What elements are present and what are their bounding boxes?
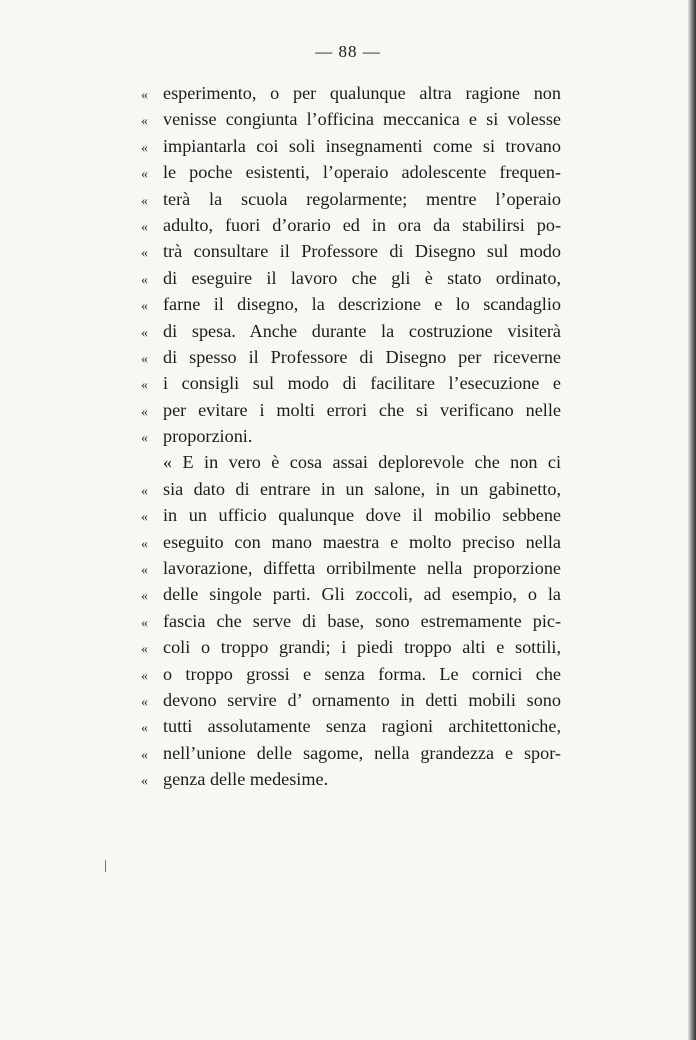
- text-line: [141, 581, 561, 607]
- line-text: esperimento, o per qualunque altra ragione non: [163, 83, 561, 103]
- line-text: in un ufficio qualunque dove il mobilio sebbene: [163, 505, 561, 526]
- text-line: [141, 186, 561, 212]
- line-text: coli o troppo grandi; i piedi troppo alti e sottili,: [163, 637, 561, 658]
- line-text: di spesa. Anche durante la costruzione visiterà: [163, 320, 561, 341]
- line-text: delle singole parti. Gli zoccoli, ad esempio, o la: [163, 584, 561, 605]
- guillemet-mark: «: [141, 299, 148, 315]
- text-line: [141, 397, 561, 423]
- guillemet-mark: «: [141, 510, 148, 526]
- text-line: [141, 370, 561, 396]
- text-line: [141, 318, 561, 344]
- guillemet-mark: «: [141, 378, 148, 394]
- text-line: [141, 766, 561, 792]
- guillemet-mark: «: [141, 431, 148, 447]
- text-line: [141, 159, 561, 185]
- text-line: [141, 529, 561, 555]
- guillemet-mark: «: [141, 721, 148, 737]
- text-line: [141, 634, 561, 660]
- guillemet-mark: «: [141, 668, 148, 684]
- line-text: genza delle medesime.: [163, 769, 329, 790]
- line-text: adulto, fuori d’orario ed in ora da stabilirsi po-: [163, 214, 561, 235]
- line-text: di eseguire il lavoro che gli è stato ordinato,: [163, 267, 561, 288]
- line-text: « E in vero è cosa assai deplorevole che non ci: [163, 452, 561, 473]
- page-number: — 88 —: [315, 42, 381, 61]
- line-text: trà consultare il Professore di Disegno sul modo: [163, 241, 561, 262]
- text-line: [141, 555, 561, 581]
- paper-speck: [105, 860, 106, 872]
- line-text: o troppo grossi e senza forma. Le cornici che: [163, 663, 561, 684]
- guillemet-mark: «: [141, 747, 148, 763]
- text-line: [141, 80, 561, 106]
- guillemet-mark: «: [141, 615, 148, 631]
- page-edge-shadow: [688, 0, 696, 1040]
- text-line: [141, 661, 561, 687]
- line-text: devono servire d’ ornamento in detti mobili sono: [163, 689, 561, 710]
- guillemet-mark: «: [141, 272, 148, 288]
- guillemet-mark: «: [141, 140, 148, 156]
- line-text: i consigli sul modo di facilitare l’esecuzione e: [163, 373, 561, 394]
- guillemet-mark: «: [141, 167, 148, 183]
- line-text: lavorazione, diffetta orribilmente nella proporzione: [163, 558, 561, 579]
- line-text: eseguito con mano maestra e molto preciso nella: [163, 531, 561, 552]
- line-text: nell’unione delle sagome, nella grandezza e spor-: [163, 742, 561, 763]
- guillemet-mark: «: [141, 483, 148, 499]
- text-line: [141, 265, 561, 291]
- text-line: [141, 713, 561, 739]
- line-text: sia dato di entrare in un salone, in un gabinetto,: [163, 478, 561, 499]
- guillemet-mark: «: [141, 694, 148, 710]
- guillemet-mark: «: [141, 219, 148, 235]
- line-text: farne il disegno, la descrizione e lo scandaglio: [163, 294, 561, 315]
- line-text: venisse congiunta l’officina meccanica e si volesse: [163, 109, 561, 130]
- text-line: [141, 608, 561, 634]
- text-line: [141, 212, 561, 238]
- line-text: fascia che serve di base, sono estremamente pic-: [163, 610, 561, 631]
- guillemet-mark: «: [141, 642, 148, 658]
- text-line: [141, 133, 561, 159]
- guillemet-mark: «: [141, 114, 148, 130]
- text-line: [141, 502, 561, 528]
- text-line: [141, 687, 561, 713]
- line-text: impiantarla coi soli insegnamenti come si trovano: [163, 135, 561, 156]
- text-line: [141, 476, 561, 502]
- line-text: di spesso il Professore di Disegno per riceverne: [163, 346, 561, 367]
- guillemet-mark: «: [141, 774, 148, 790]
- line-text: tutti assolutamente senza ragioni architettoniche,: [163, 716, 561, 737]
- line-text: terà la scuola regolarmente; mentre l’operaio: [163, 188, 561, 209]
- guillemet-mark: «: [141, 246, 148, 262]
- guillemet-mark: «: [141, 563, 148, 579]
- guillemet-mark: «: [141, 351, 148, 367]
- text-line: [141, 344, 561, 370]
- text-line: [141, 106, 561, 132]
- guillemet-mark: «: [141, 193, 148, 209]
- text-line: [141, 238, 561, 264]
- guillemet-mark: «: [141, 404, 148, 420]
- guillemet-mark: «: [141, 589, 148, 605]
- line-text: per evitare i molti errori che si verificano nelle: [163, 399, 561, 420]
- body-text: [141, 80, 561, 793]
- guillemet-mark: «: [141, 88, 148, 103]
- text-line: [141, 449, 561, 475]
- line-text: le poche esistenti, l’operaio adolescente frequen-: [163, 162, 561, 183]
- text-line: [141, 423, 561, 449]
- text-line: [141, 291, 561, 317]
- guillemet-mark: «: [141, 325, 148, 341]
- line-text: proporzioni.: [163, 426, 253, 447]
- text-line: [141, 740, 561, 766]
- guillemet-mark: «: [141, 536, 148, 552]
